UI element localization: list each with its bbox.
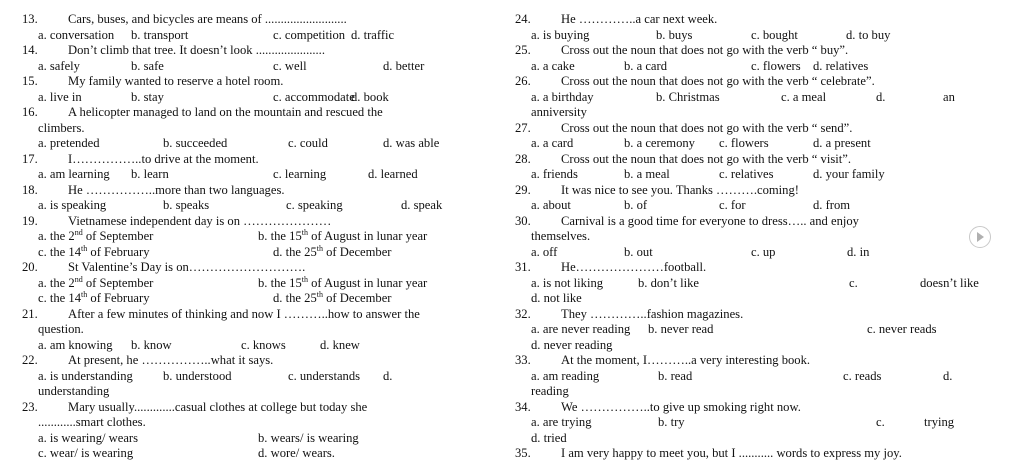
answer-option[interactable]: a. is buying	[531, 27, 590, 42]
answer-option[interactable]: a. conversation	[38, 27, 115, 42]
question-34	[515, 400, 960, 447]
question-stem: I am very happy to meet you, but I ........... words to express my joy.	[561, 446, 902, 460]
question-25	[515, 43, 960, 74]
options-row	[22, 369, 468, 385]
question-number: 33.	[515, 353, 531, 367]
question-stem: They …………..fashion magazines.	[561, 306, 744, 321]
question-stem: He …………..a car next week.	[561, 12, 718, 26]
answer-option[interactable]: c.	[876, 415, 885, 429]
question-stem: Cross out the noun that does not go with the verb “ celebrate”.	[561, 74, 875, 88]
answer-option[interactable]: doesn’t like	[920, 275, 979, 290]
answer-option[interactable]: d. your family	[813, 167, 885, 181]
question-23	[22, 400, 468, 462]
answer-option[interactable]: b. a card	[624, 58, 668, 73]
answer-option[interactable]: a. the 2nd of September	[38, 227, 154, 243]
options-row	[22, 167, 468, 183]
options-row	[22, 338, 468, 354]
answer-option[interactable]: trying	[924, 415, 955, 429]
answer-option[interactable]: b. succeeded	[163, 136, 228, 150]
options-row	[22, 229, 468, 245]
answer-option[interactable]: a. a cake	[531, 58, 575, 73]
options-row	[515, 167, 960, 183]
question-stem: St Valentine’s Day is on……………………….	[68, 260, 306, 274]
question-stem: My family wanted to reserve a hotel room.	[68, 74, 284, 88]
question-number: 17.	[22, 151, 38, 166]
answer-option[interactable]: b. the 15th of August in lunar year	[258, 274, 428, 290]
question-stem: Cars, buses, and bicycles are means of ..........................	[68, 12, 347, 26]
question-stem-continued: climbers.	[38, 120, 85, 135]
answer-option[interactable]: a. am knowing	[38, 337, 113, 352]
answer-option[interactable]: a. pretended	[38, 136, 100, 150]
answer-option[interactable]: c. knows	[241, 337, 286, 352]
answer-option[interactable]: b. out	[624, 244, 653, 259]
answer-option[interactable]: b. of	[624, 198, 648, 212]
answer-option[interactable]: b. read	[658, 368, 693, 383]
question-number: 18.	[22, 182, 38, 197]
question-stem: We ……………..to give up smoking right now.	[561, 399, 801, 414]
options-row	[22, 90, 468, 106]
question-number: 21.	[22, 306, 38, 321]
question-number: 14.	[22, 43, 38, 57]
answer-option[interactable]: a. the 2nd of September	[38, 274, 154, 290]
answer-option[interactable]: b. try	[658, 415, 685, 429]
option-continued: anniversity	[531, 105, 587, 119]
answer-option[interactable]: c. bought	[751, 27, 798, 42]
answer-option[interactable]: a. is wearing/ wears	[38, 430, 139, 445]
question-number: 28.	[515, 151, 531, 166]
question-17	[22, 152, 468, 183]
answer-option[interactable]: c. up	[751, 244, 776, 259]
answer-option[interactable]: d.	[876, 89, 886, 104]
options-row	[515, 369, 960, 385]
question-29	[515, 183, 960, 214]
option-continued: d. tried	[531, 430, 567, 445]
option-continued: understanding	[38, 384, 110, 398]
left-column	[22, 12, 468, 462]
question-number: 29.	[515, 182, 531, 197]
question-30	[515, 214, 960, 261]
answer-option[interactable]: b. safe	[131, 58, 164, 73]
answer-option[interactable]: c. reads	[843, 368, 882, 383]
answer-option[interactable]: d. from	[813, 198, 851, 212]
answer-option[interactable]: d. was able	[383, 136, 440, 150]
question-stem-continued: question.	[38, 322, 84, 336]
answer-option[interactable]: b. don’t like	[638, 275, 699, 290]
options-row	[22, 198, 468, 214]
question-20	[22, 260, 468, 307]
question-number: 25.	[515, 43, 531, 57]
question-number: 13.	[22, 12, 38, 26]
question-stem: Cross out the noun that does not go with the verb “ buy”.	[561, 43, 849, 57]
answer-option[interactable]: d.	[943, 368, 953, 383]
question-number: 34.	[515, 399, 531, 414]
answer-option[interactable]: a. about	[531, 198, 571, 212]
answer-option[interactable]: d. in	[847, 244, 870, 259]
question-stem: After a few minutes of thinking and now I ………..how to answer the	[68, 306, 420, 321]
question-31	[515, 260, 979, 307]
answer-option[interactable]: c. learning	[273, 167, 327, 181]
answer-option[interactable]: d. the 25th of December	[273, 243, 392, 259]
answer-option[interactable]: a. are trying	[531, 415, 592, 429]
question-number: 20.	[22, 260, 38, 274]
answer-option[interactable]: c. relatives	[719, 167, 774, 181]
answer-option[interactable]: b. the 15th of August in lunar year	[258, 227, 428, 243]
question-number: 15.	[22, 74, 38, 88]
question-stem: Don’t climb that tree. It doesn’t look ......................	[68, 43, 325, 57]
question-number: 24.	[515, 12, 531, 26]
question-32	[515, 307, 960, 354]
question-stem: At present, he ……………..what it says.	[68, 353, 274, 367]
options-row	[22, 136, 468, 152]
answer-option[interactable]: c. accommodate	[273, 89, 355, 104]
answer-option[interactable]: d. to buy	[846, 27, 891, 42]
question-stem-continued: ............smart clothes.	[38, 415, 146, 429]
answer-option[interactable]: d. the 25th of December	[273, 289, 392, 305]
answer-option[interactable]: d. traffic	[351, 27, 395, 42]
options-row	[515, 415, 960, 431]
question-number: 31.	[515, 260, 531, 274]
options-row	[515, 136, 960, 152]
options-row	[515, 59, 960, 75]
answer-option[interactable]: d. learned	[368, 167, 418, 181]
question-stem-continued: themselves.	[531, 229, 591, 243]
answer-option[interactable]: a. safely	[38, 58, 80, 73]
answer-option[interactable]: a. a card	[531, 136, 574, 150]
right-column	[515, 12, 979, 462]
answer-option[interactable]: a. off	[531, 244, 558, 259]
answer-option[interactable]: c. competition	[273, 27, 346, 42]
answer-option[interactable]: d. knew	[320, 337, 360, 352]
question-28	[515, 152, 960, 183]
answer-option[interactable]: c. flowers	[719, 136, 769, 150]
question-number: 30.	[515, 213, 531, 228]
answer-option[interactable]: b. stay	[131, 89, 164, 104]
question-14	[22, 43, 468, 74]
question-35	[515, 446, 960, 462]
answer-option[interactable]: d. speak	[401, 198, 443, 212]
answer-option[interactable]: b. Christmas	[656, 89, 720, 104]
options-row	[22, 245, 468, 261]
answer-option[interactable]: c. understands	[288, 368, 361, 383]
answer-option[interactable]: c. could	[288, 136, 328, 150]
question-number: 19.	[22, 213, 38, 228]
question-27	[515, 121, 960, 152]
question-19	[22, 214, 468, 261]
option-continued: d. not like	[531, 291, 582, 305]
answer-option[interactable]: b. know	[131, 337, 172, 352]
options-row	[22, 28, 468, 44]
answer-option[interactable]: b. understood	[163, 368, 232, 383]
question-stem: Mary usually.............casual clothes at college but today she	[68, 399, 368, 414]
question-13	[22, 12, 468, 43]
answer-option[interactable]: b. learn	[131, 167, 169, 181]
question-26	[515, 74, 960, 121]
play-circle-icon[interactable]	[969, 226, 991, 248]
answer-option[interactable]: b. a meal	[624, 167, 670, 181]
answer-option[interactable]: an	[943, 89, 955, 104]
question-stem: He…………………football.	[561, 260, 707, 274]
question-15	[22, 74, 468, 105]
answer-option[interactable]: a. friends	[531, 167, 578, 181]
question-stem: Vietnamese independent day is on …………………	[68, 213, 332, 228]
question-number: 26.	[515, 74, 531, 88]
question-18	[22, 183, 468, 214]
options-row	[515, 90, 960, 106]
options-row	[515, 198, 960, 214]
question-stem: Carnival is a good time for everyone to dress….. and enjoy	[561, 213, 859, 228]
answer-option[interactable]: c. well	[273, 58, 307, 73]
answer-option[interactable]: a. live in	[38, 89, 82, 104]
option-continued: d. never reading	[531, 337, 613, 352]
options-row	[515, 245, 960, 261]
answer-option[interactable]: d. relatives	[813, 58, 869, 73]
question-22	[22, 353, 468, 400]
answer-option[interactable]: d. book	[351, 89, 389, 104]
answer-option[interactable]: a. are never reading	[531, 322, 631, 336]
answer-option[interactable]: d. better	[383, 58, 425, 73]
answer-option[interactable]: b. speaks	[163, 198, 210, 212]
question-stem: Cross out the noun that does not go with the verb “ send”.	[561, 120, 853, 135]
answer-option[interactable]: c. wear/ is wearing	[38, 446, 134, 460]
answer-option[interactable]: c. never reads	[867, 322, 937, 336]
answer-option[interactable]: c. the 14th of February	[38, 243, 150, 259]
options-row	[515, 275, 979, 292]
play-triangle	[975, 231, 985, 243]
question-number: 35.	[515, 446, 531, 460]
answer-option[interactable]: c. for	[719, 198, 746, 212]
answer-option[interactable]: d. wore/ wears.	[258, 446, 335, 460]
answer-option[interactable]: c. speaking	[286, 198, 343, 212]
question-stem: I……………..to drive at the moment.	[68, 151, 259, 166]
answer-option[interactable]: c. the 14th of February	[38, 289, 150, 305]
question-stem: At the moment, I………..a very interesting book.	[561, 353, 811, 367]
answer-option[interactable]: a. am learning	[38, 167, 110, 181]
answer-option[interactable]: a. is speaking	[38, 198, 107, 212]
question-number: 27.	[515, 120, 531, 135]
question-24	[515, 12, 960, 43]
answer-option[interactable]: b. a ceremony	[624, 136, 695, 150]
answer-option[interactable]: b. never read	[648, 322, 714, 336]
answer-option[interactable]: a. am reading	[531, 368, 600, 383]
answer-option[interactable]: b. wears/ is wearing	[258, 430, 359, 445]
options-row	[22, 291, 468, 307]
options-row	[22, 446, 468, 462]
option-continued: reading	[531, 384, 569, 398]
answer-option[interactable]: c. flowers	[751, 58, 801, 73]
answer-option[interactable]: b. transport	[131, 27, 189, 42]
question-33	[515, 353, 960, 400]
answer-option[interactable]: c.	[849, 275, 858, 290]
question-number: 32.	[515, 306, 531, 321]
answer-option[interactable]: a. is understanding	[38, 368, 133, 383]
options-row	[515, 322, 960, 338]
question-number: 16.	[22, 105, 38, 119]
question-stem: It was nice to see you. Thanks ……….coming!	[561, 182, 799, 197]
question-stem: Cross out the noun that does not go with the verb “ visit”.	[561, 151, 851, 166]
question-21	[22, 307, 468, 354]
question-number: 23.	[22, 399, 38, 414]
question-stem: He ……………..more than two languages.	[68, 182, 285, 197]
options-row	[22, 276, 468, 292]
options-row	[515, 28, 960, 44]
answer-option[interactable]: c. a meal	[781, 89, 827, 104]
question-16	[22, 105, 468, 152]
options-row	[22, 59, 468, 75]
answer-option[interactable]: d. a present	[813, 136, 871, 150]
question-number: 22.	[22, 353, 38, 367]
question-stem: A helicopter managed to land on the mountain and rescued the	[68, 105, 383, 119]
answer-option[interactable]: a. is not liking	[531, 275, 604, 290]
options-row	[22, 431, 468, 447]
answer-option[interactable]: b. buys	[656, 27, 693, 42]
answer-option[interactable]: a. a birthday	[531, 89, 594, 104]
answer-option[interactable]: d.	[383, 368, 393, 383]
